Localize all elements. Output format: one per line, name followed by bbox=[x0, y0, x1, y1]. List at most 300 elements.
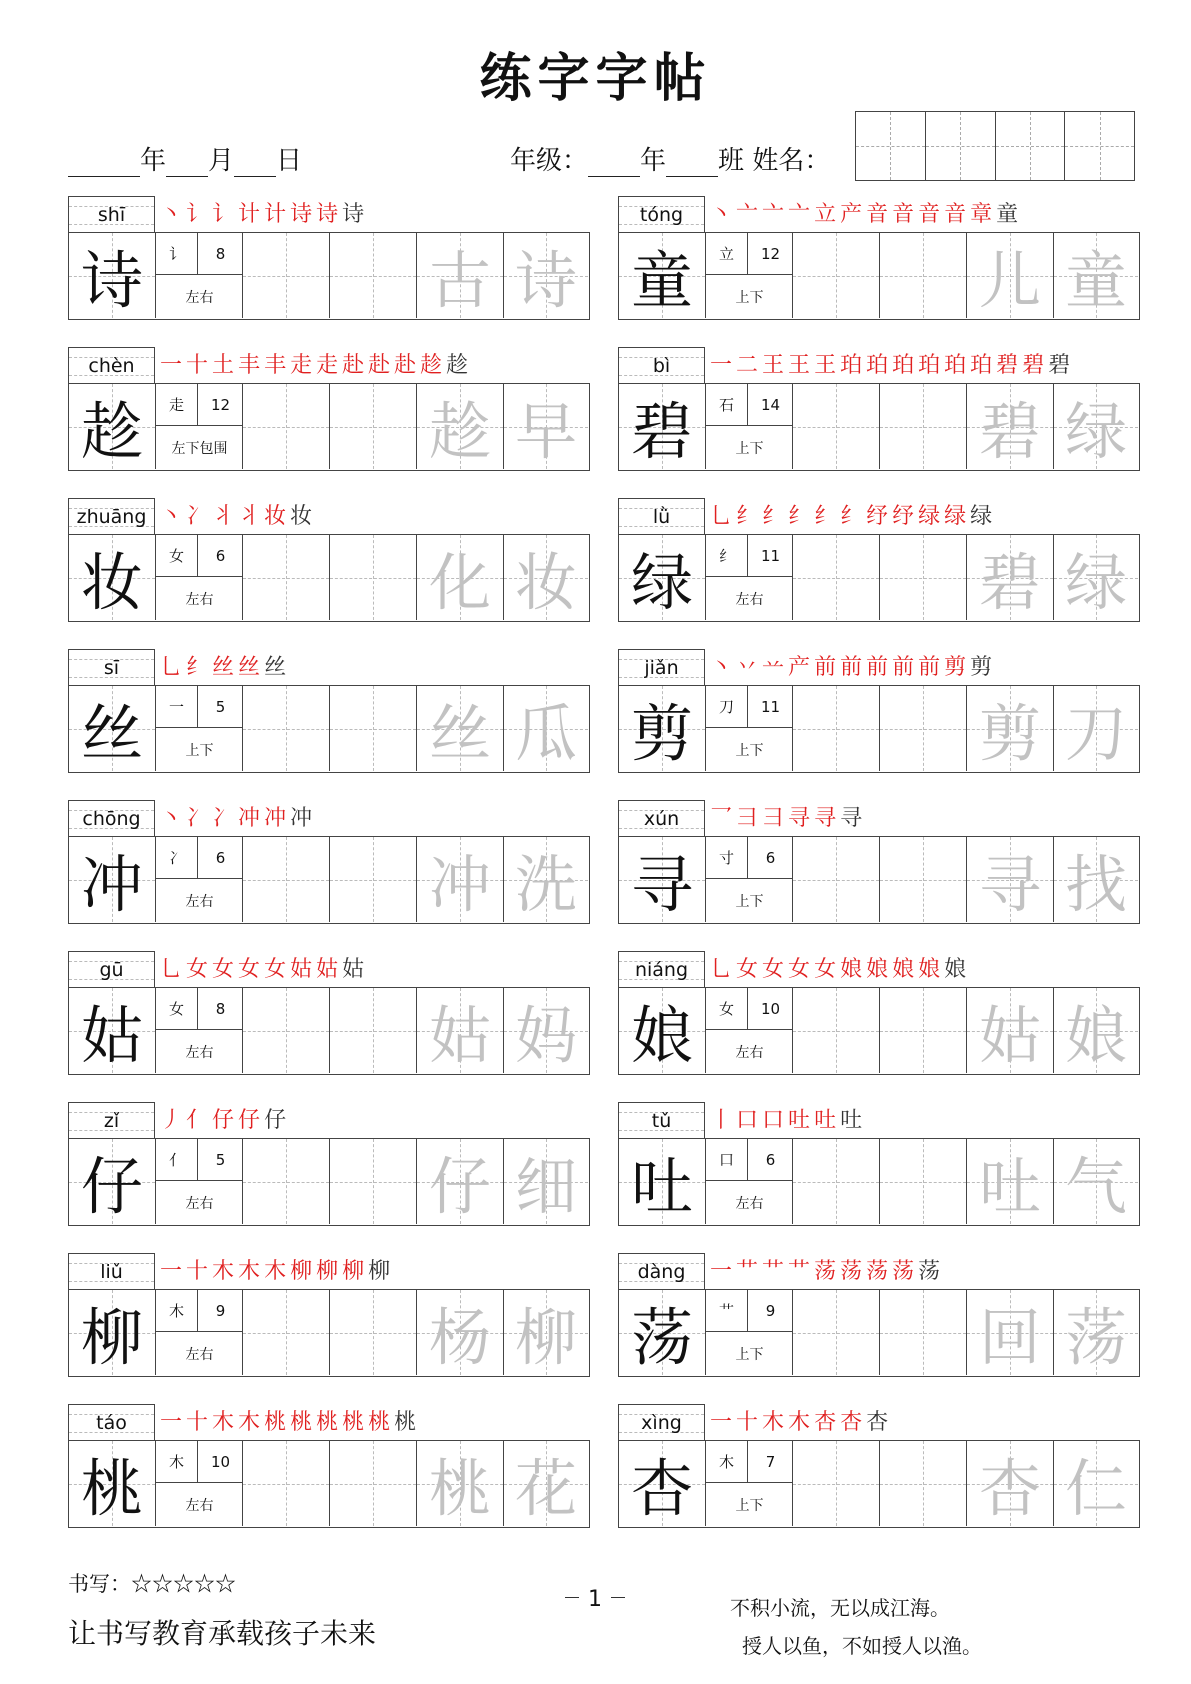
practice-cell[interactable] bbox=[880, 1290, 967, 1375]
pinyin-box bbox=[68, 800, 155, 836]
main-char-cell bbox=[619, 1290, 706, 1375]
practice-grid bbox=[618, 1440, 1140, 1528]
practice-cell[interactable] bbox=[330, 837, 417, 922]
char-entry bbox=[618, 951, 1140, 1075]
main-char-cell bbox=[69, 1290, 156, 1375]
stroke-step: 王 bbox=[814, 353, 837, 378]
stroke-step: 女 bbox=[788, 957, 811, 982]
practice-grid bbox=[68, 534, 590, 622]
stroke-step: 讠 bbox=[186, 202, 209, 227]
pinyin-box bbox=[68, 1253, 155, 1289]
stroke-step: 女 bbox=[264, 957, 287, 982]
stroke-step: 女 bbox=[212, 957, 235, 982]
stroke-step: 娘 bbox=[944, 957, 967, 982]
stroke-count: 12 bbox=[198, 384, 243, 426]
stroke-step: 纟 bbox=[762, 504, 785, 529]
practice-cell[interactable] bbox=[880, 233, 967, 318]
practice-cell[interactable] bbox=[793, 384, 880, 469]
stroke-step: 姑 bbox=[342, 957, 365, 982]
stroke-step: 亻 bbox=[186, 1108, 209, 1133]
stroke-step: 丰 bbox=[238, 353, 261, 378]
example-cell bbox=[1054, 1139, 1138, 1224]
stroke-step: 冲 bbox=[290, 806, 313, 831]
practice-cell[interactable] bbox=[243, 233, 330, 318]
example-char: 诗 bbox=[514, 244, 577, 317]
month-label: 月 bbox=[208, 146, 235, 176]
stroke-order bbox=[160, 1406, 590, 1440]
example-char: 仁 bbox=[1064, 1452, 1127, 1525]
example-cell bbox=[1054, 988, 1138, 1073]
char-info bbox=[706, 988, 793, 1073]
practice-cell[interactable] bbox=[330, 384, 417, 469]
example-char: 化 bbox=[428, 546, 491, 619]
char-entry bbox=[618, 1253, 1140, 1377]
pinyin-box bbox=[618, 800, 705, 836]
practice-grid bbox=[618, 1138, 1140, 1226]
stroke-order bbox=[710, 1406, 1140, 1440]
pinyin: bì bbox=[652, 355, 671, 377]
structure: 左右 bbox=[185, 1195, 214, 1212]
main-char: 剪 bbox=[630, 697, 693, 770]
stroke-order bbox=[710, 802, 1140, 836]
stroke-step: 女 bbox=[762, 957, 785, 982]
stroke-step: 丶 bbox=[160, 504, 183, 529]
stroke-step: 桃 bbox=[368, 1410, 391, 1435]
pinyin: tóng bbox=[639, 204, 684, 226]
radical: 一 bbox=[156, 686, 198, 728]
example-cell bbox=[504, 1139, 588, 1224]
practice-grid bbox=[68, 1440, 590, 1528]
radical: 寸 bbox=[706, 837, 748, 879]
stroke-step: 彐 bbox=[736, 806, 759, 831]
quote-line-1: 不积小流，无以成江海。 bbox=[730, 1596, 950, 1620]
pinyin-box bbox=[618, 951, 705, 987]
char-entry bbox=[618, 498, 1140, 622]
practice-cell[interactable] bbox=[243, 686, 330, 771]
stroke-count: 10 bbox=[748, 988, 793, 1030]
class-blank[interactable] bbox=[666, 149, 718, 177]
practice-cell[interactable] bbox=[330, 686, 417, 771]
class-line bbox=[510, 140, 830, 177]
stroke-count: 6 bbox=[198, 535, 243, 577]
char-info bbox=[156, 837, 243, 922]
pinyin-box bbox=[618, 498, 705, 534]
example-char: 柳 bbox=[514, 1301, 577, 1374]
example-cell bbox=[967, 535, 1054, 620]
stroke-step: 土 bbox=[212, 353, 235, 378]
practice-grid bbox=[68, 232, 590, 320]
stroke-step: 产 bbox=[788, 655, 811, 680]
stroke-step: 诗 bbox=[316, 202, 339, 227]
example-cell bbox=[504, 837, 588, 922]
stroke-step: 桃 bbox=[290, 1410, 313, 1435]
stroke-step: 杏 bbox=[866, 1410, 889, 1435]
stroke-step: 王 bbox=[788, 353, 811, 378]
example-char: 桃 bbox=[428, 1452, 491, 1525]
example-cell bbox=[1054, 1441, 1138, 1526]
practice-cell[interactable] bbox=[793, 1290, 880, 1375]
example-char: 碧 bbox=[978, 546, 1041, 619]
practice-cell[interactable] bbox=[793, 988, 880, 1073]
char-entry bbox=[618, 649, 1140, 773]
main-char-cell bbox=[619, 535, 706, 620]
example-char: 姑 bbox=[978, 999, 1041, 1072]
stroke-order bbox=[710, 1104, 1140, 1138]
stroke-step: 彐 bbox=[762, 806, 785, 831]
char-entry bbox=[68, 1102, 590, 1226]
grade-blank[interactable] bbox=[588, 149, 640, 177]
stroke-step: 木 bbox=[264, 1259, 287, 1284]
stroke-step: 音 bbox=[944, 202, 967, 227]
stroke-step: 妆 bbox=[290, 504, 313, 529]
main-char-cell bbox=[69, 384, 156, 469]
radical: 口 bbox=[706, 1139, 748, 1181]
main-char: 杏 bbox=[630, 1452, 693, 1525]
example-cell bbox=[967, 1290, 1054, 1375]
stroke-step: 珀 bbox=[892, 353, 915, 378]
stroke-step: 桃 bbox=[264, 1410, 287, 1435]
practice-grid bbox=[68, 1138, 590, 1226]
structure: 左右 bbox=[735, 1044, 764, 1061]
main-char-cell bbox=[619, 837, 706, 922]
structure: 上下 bbox=[735, 440, 764, 457]
stroke-step: 桃 bbox=[394, 1410, 417, 1435]
pinyin: shī bbox=[97, 204, 126, 226]
stroke-step: 纟 bbox=[788, 504, 811, 529]
char-info bbox=[156, 1441, 243, 1526]
practice-cell[interactable] bbox=[330, 535, 417, 620]
writing-rating: 书写：☆☆☆☆☆ bbox=[68, 1572, 236, 1596]
radical: 纟 bbox=[706, 535, 748, 577]
stroke-count: 6 bbox=[748, 837, 793, 879]
pinyin-box bbox=[68, 1102, 155, 1138]
stroke-step: 丝 bbox=[212, 655, 235, 680]
practice-grid bbox=[618, 987, 1140, 1075]
stroke-step: 赴 bbox=[342, 353, 365, 378]
stroke-step: 姑 bbox=[316, 957, 339, 982]
stroke-order bbox=[710, 651, 1140, 685]
pinyin: chèn bbox=[88, 355, 135, 377]
example-cell bbox=[1054, 686, 1138, 771]
stroke-step: 剪 bbox=[944, 655, 967, 680]
example-char: 绿 bbox=[1064, 395, 1127, 468]
char-info bbox=[156, 384, 243, 469]
radical: 讠 bbox=[156, 233, 198, 275]
name-box-cell[interactable] bbox=[856, 112, 926, 180]
practice-cell[interactable] bbox=[793, 837, 880, 922]
main-char-cell bbox=[69, 837, 156, 922]
stroke-step: 女 bbox=[186, 957, 209, 982]
pinyin: xún bbox=[643, 808, 680, 830]
structure: 左右 bbox=[185, 591, 214, 608]
practice-cell[interactable] bbox=[330, 1290, 417, 1375]
stroke-step: 荡 bbox=[814, 1259, 837, 1284]
stroke-step: 女 bbox=[736, 957, 759, 982]
example-char: 吐 bbox=[978, 1150, 1041, 1223]
char-entry bbox=[68, 951, 590, 1075]
pinyin: zǐ bbox=[103, 1110, 120, 1132]
example-cell bbox=[1054, 384, 1138, 469]
pinyin: liǔ bbox=[100, 1261, 123, 1283]
stroke-step: 仔 bbox=[212, 1108, 235, 1133]
practice-cell[interactable] bbox=[243, 988, 330, 1073]
practice-cell[interactable] bbox=[330, 1441, 417, 1526]
stroke-step: 赴 bbox=[368, 353, 391, 378]
stroke-step: 荡 bbox=[866, 1259, 889, 1284]
practice-cell[interactable] bbox=[330, 1139, 417, 1224]
stroke-count: 11 bbox=[748, 686, 793, 728]
practice-cell[interactable] bbox=[243, 1441, 330, 1526]
practice-cell[interactable] bbox=[793, 1441, 880, 1526]
example-char: 娘 bbox=[1064, 999, 1127, 1072]
structure: 上下 bbox=[735, 1346, 764, 1363]
practice-cell[interactable] bbox=[243, 1290, 330, 1375]
practice-cell[interactable] bbox=[880, 535, 967, 620]
grade-label: 年级： bbox=[510, 146, 589, 176]
stroke-step: 章 bbox=[970, 202, 993, 227]
example-cell bbox=[417, 535, 504, 620]
structure: 左右 bbox=[185, 1044, 214, 1061]
stroke-step: 音 bbox=[866, 202, 889, 227]
stroke-step: 吐 bbox=[814, 1108, 837, 1133]
structure: 左下包围 bbox=[171, 440, 228, 457]
stroke-step: 荡 bbox=[892, 1259, 915, 1284]
stroke-step: 一 bbox=[160, 353, 183, 378]
main-char: 荡 bbox=[630, 1301, 693, 1374]
stroke-step: 一 bbox=[160, 1410, 183, 1435]
example-char: 姑 bbox=[428, 999, 491, 1072]
structure: 左右 bbox=[185, 1346, 214, 1363]
main-char-cell bbox=[69, 233, 156, 318]
stroke-step: 丬 bbox=[212, 504, 235, 529]
stroke-step: 十 bbox=[736, 1410, 759, 1435]
stroke-step: 十 bbox=[186, 353, 209, 378]
stroke-step: 柳 bbox=[368, 1259, 391, 1284]
main-char: 桃 bbox=[80, 1452, 143, 1525]
char-entry bbox=[618, 196, 1140, 320]
stroke-step: 前 bbox=[814, 655, 837, 680]
practice-grid bbox=[618, 232, 1140, 320]
main-char: 冲 bbox=[80, 848, 143, 921]
stroke-step: 亠 bbox=[788, 202, 811, 227]
pinyin: jiǎn bbox=[644, 657, 679, 679]
pinyin: tǔ bbox=[651, 1110, 672, 1132]
stroke-step: 前 bbox=[840, 655, 863, 680]
pinyin-box bbox=[618, 347, 705, 383]
stroke-step: 一 bbox=[710, 353, 733, 378]
stroke-step: 口 bbox=[762, 1108, 785, 1133]
slogan: 让书写教育承载孩子未来 bbox=[68, 1617, 377, 1650]
practice-cell[interactable] bbox=[330, 233, 417, 318]
practice-cell[interactable] bbox=[243, 837, 330, 922]
stroke-step: 桃 bbox=[316, 1410, 339, 1435]
stroke-order bbox=[160, 349, 590, 383]
class-label: 班 bbox=[718, 146, 745, 176]
name-box-cell[interactable] bbox=[996, 112, 1066, 180]
example-cell bbox=[1054, 535, 1138, 620]
main-char-cell bbox=[619, 1441, 706, 1526]
practice-cell[interactable] bbox=[243, 1139, 330, 1224]
example-char: 荡 bbox=[1064, 1301, 1127, 1374]
year-blank[interactable] bbox=[68, 149, 140, 177]
practice-cell[interactable] bbox=[880, 686, 967, 771]
stroke-step: 十 bbox=[186, 1410, 209, 1435]
stroke-step: 柳 bbox=[316, 1259, 339, 1284]
month-blank[interactable] bbox=[166, 149, 208, 177]
stroke-step: 寻 bbox=[814, 806, 837, 831]
stroke-step: 王 bbox=[762, 353, 785, 378]
stroke-step: 吐 bbox=[788, 1108, 811, 1133]
example-cell bbox=[967, 1441, 1054, 1526]
pinyin-box bbox=[618, 196, 705, 232]
example-char: 剪 bbox=[978, 697, 1041, 770]
stroke-step: 纟 bbox=[736, 504, 759, 529]
stroke-step: 杏 bbox=[814, 1410, 837, 1435]
practice-cell[interactable] bbox=[243, 535, 330, 620]
main-char: 姑 bbox=[80, 999, 143, 1072]
practice-cell[interactable] bbox=[880, 837, 967, 922]
example-cell bbox=[417, 988, 504, 1073]
stroke-step: 口 bbox=[736, 1108, 759, 1133]
stroke-step: 仔 bbox=[238, 1108, 261, 1133]
example-char: 妆 bbox=[514, 546, 577, 619]
example-char: 丝 bbox=[428, 697, 491, 770]
practice-cell[interactable] bbox=[793, 535, 880, 620]
practice-cell[interactable] bbox=[243, 384, 330, 469]
radical: 女 bbox=[156, 535, 198, 577]
char-info bbox=[156, 686, 243, 771]
stroke-step: 碧 bbox=[1048, 353, 1071, 378]
practice-cell[interactable] bbox=[880, 988, 967, 1073]
example-char: 瓜 bbox=[514, 697, 577, 770]
stroke-step: 乚 bbox=[710, 957, 733, 982]
practice-cell[interactable] bbox=[793, 233, 880, 318]
stroke-step: 丶 bbox=[160, 202, 183, 227]
char-entry bbox=[618, 347, 1140, 471]
stroke-count: 7 bbox=[748, 1441, 793, 1483]
practice-cell[interactable] bbox=[880, 1441, 967, 1526]
pinyin-box bbox=[68, 1404, 155, 1440]
stroke-count: 6 bbox=[748, 1139, 793, 1181]
radical: 刀 bbox=[706, 686, 748, 728]
stroke-step: 艹 bbox=[736, 1259, 759, 1284]
radical: 木 bbox=[156, 1290, 198, 1332]
main-char: 丝 bbox=[80, 697, 143, 770]
practice-cell[interactable] bbox=[880, 1139, 967, 1224]
practice-cell[interactable] bbox=[793, 686, 880, 771]
practice-grid bbox=[68, 685, 590, 773]
example-cell bbox=[967, 1139, 1054, 1224]
stroke-step: 木 bbox=[788, 1410, 811, 1435]
stroke-step: 趁 bbox=[420, 353, 443, 378]
name-label: 姓名： bbox=[752, 146, 831, 176]
stroke-step: 一 bbox=[160, 1259, 183, 1284]
example-char: 早 bbox=[514, 395, 577, 468]
day-blank[interactable] bbox=[234, 149, 276, 177]
practice-cell[interactable] bbox=[330, 988, 417, 1073]
stroke-step: 走 bbox=[316, 353, 339, 378]
example-char: 花 bbox=[514, 1452, 577, 1525]
name-boxes[interactable] bbox=[855, 111, 1135, 181]
name-box-cell[interactable] bbox=[926, 112, 996, 180]
example-cell bbox=[504, 535, 588, 620]
char-info bbox=[706, 837, 793, 922]
stroke-step: 荡 bbox=[918, 1259, 941, 1284]
practice-cell[interactable] bbox=[880, 384, 967, 469]
stroke-step: 柳 bbox=[342, 1259, 365, 1284]
stroke-step: 乚 bbox=[160, 957, 183, 982]
pinyin-box bbox=[68, 498, 155, 534]
practice-grid bbox=[618, 685, 1140, 773]
stroke-count: 12 bbox=[748, 233, 793, 275]
stroke-step: 䒑 bbox=[762, 655, 785, 680]
practice-grid bbox=[618, 836, 1140, 924]
stroke-count: 11 bbox=[748, 535, 793, 577]
grade-year-label: 年 bbox=[640, 146, 667, 176]
example-cell bbox=[1054, 233, 1138, 318]
stroke-step: 木 bbox=[212, 1259, 235, 1284]
main-char-cell bbox=[69, 1441, 156, 1526]
stroke-step: 立 bbox=[814, 202, 837, 227]
stroke-step: 乚 bbox=[160, 655, 183, 680]
stroke-step: 二 bbox=[736, 353, 759, 378]
example-cell bbox=[967, 686, 1054, 771]
stroke-order bbox=[160, 802, 590, 836]
char-info bbox=[156, 1290, 243, 1375]
main-char-cell bbox=[619, 384, 706, 469]
stroke-step: 珀 bbox=[918, 353, 941, 378]
stroke-order bbox=[160, 198, 590, 232]
stroke-order bbox=[710, 198, 1140, 232]
stroke-step: 走 bbox=[290, 353, 313, 378]
radical: 木 bbox=[156, 1441, 198, 1483]
stroke-step: 娘 bbox=[866, 957, 889, 982]
stroke-step: 冲 bbox=[238, 806, 261, 831]
stroke-step: 姑 bbox=[290, 957, 313, 982]
stroke-step: 丿 bbox=[160, 1108, 183, 1133]
main-char-cell bbox=[619, 686, 706, 771]
example-char: 刀 bbox=[1064, 697, 1127, 770]
pinyin: xìng bbox=[641, 1412, 682, 1434]
practice-cell[interactable] bbox=[793, 1139, 880, 1224]
example-cell bbox=[417, 384, 504, 469]
stroke-order bbox=[160, 1255, 590, 1289]
pinyin-box bbox=[618, 1253, 705, 1289]
example-char: 寻 bbox=[978, 848, 1041, 921]
char-info bbox=[156, 1139, 243, 1224]
page-number: 1 bbox=[555, 1575, 635, 1625]
stroke-step: 丰 bbox=[264, 353, 287, 378]
stroke-order bbox=[710, 349, 1140, 383]
stroke-count: 9 bbox=[198, 1290, 243, 1332]
stroke-step: 前 bbox=[892, 655, 915, 680]
example-cell bbox=[1054, 837, 1138, 922]
radical: 冫 bbox=[156, 837, 198, 879]
char-info bbox=[706, 535, 793, 620]
stroke-order bbox=[160, 500, 590, 534]
stroke-step: 木 bbox=[238, 1410, 261, 1435]
stroke-step: 赴 bbox=[394, 353, 417, 378]
stroke-step: 丶 bbox=[160, 806, 183, 831]
example-cell bbox=[504, 384, 588, 469]
char-entry bbox=[618, 1102, 1140, 1226]
example-cell bbox=[967, 233, 1054, 318]
stroke-step: 计 bbox=[264, 202, 287, 227]
example-cell bbox=[417, 686, 504, 771]
stroke-step: 纾 bbox=[866, 504, 889, 529]
main-char: 柳 bbox=[80, 1301, 143, 1374]
name-box-cell[interactable] bbox=[1065, 112, 1134, 180]
